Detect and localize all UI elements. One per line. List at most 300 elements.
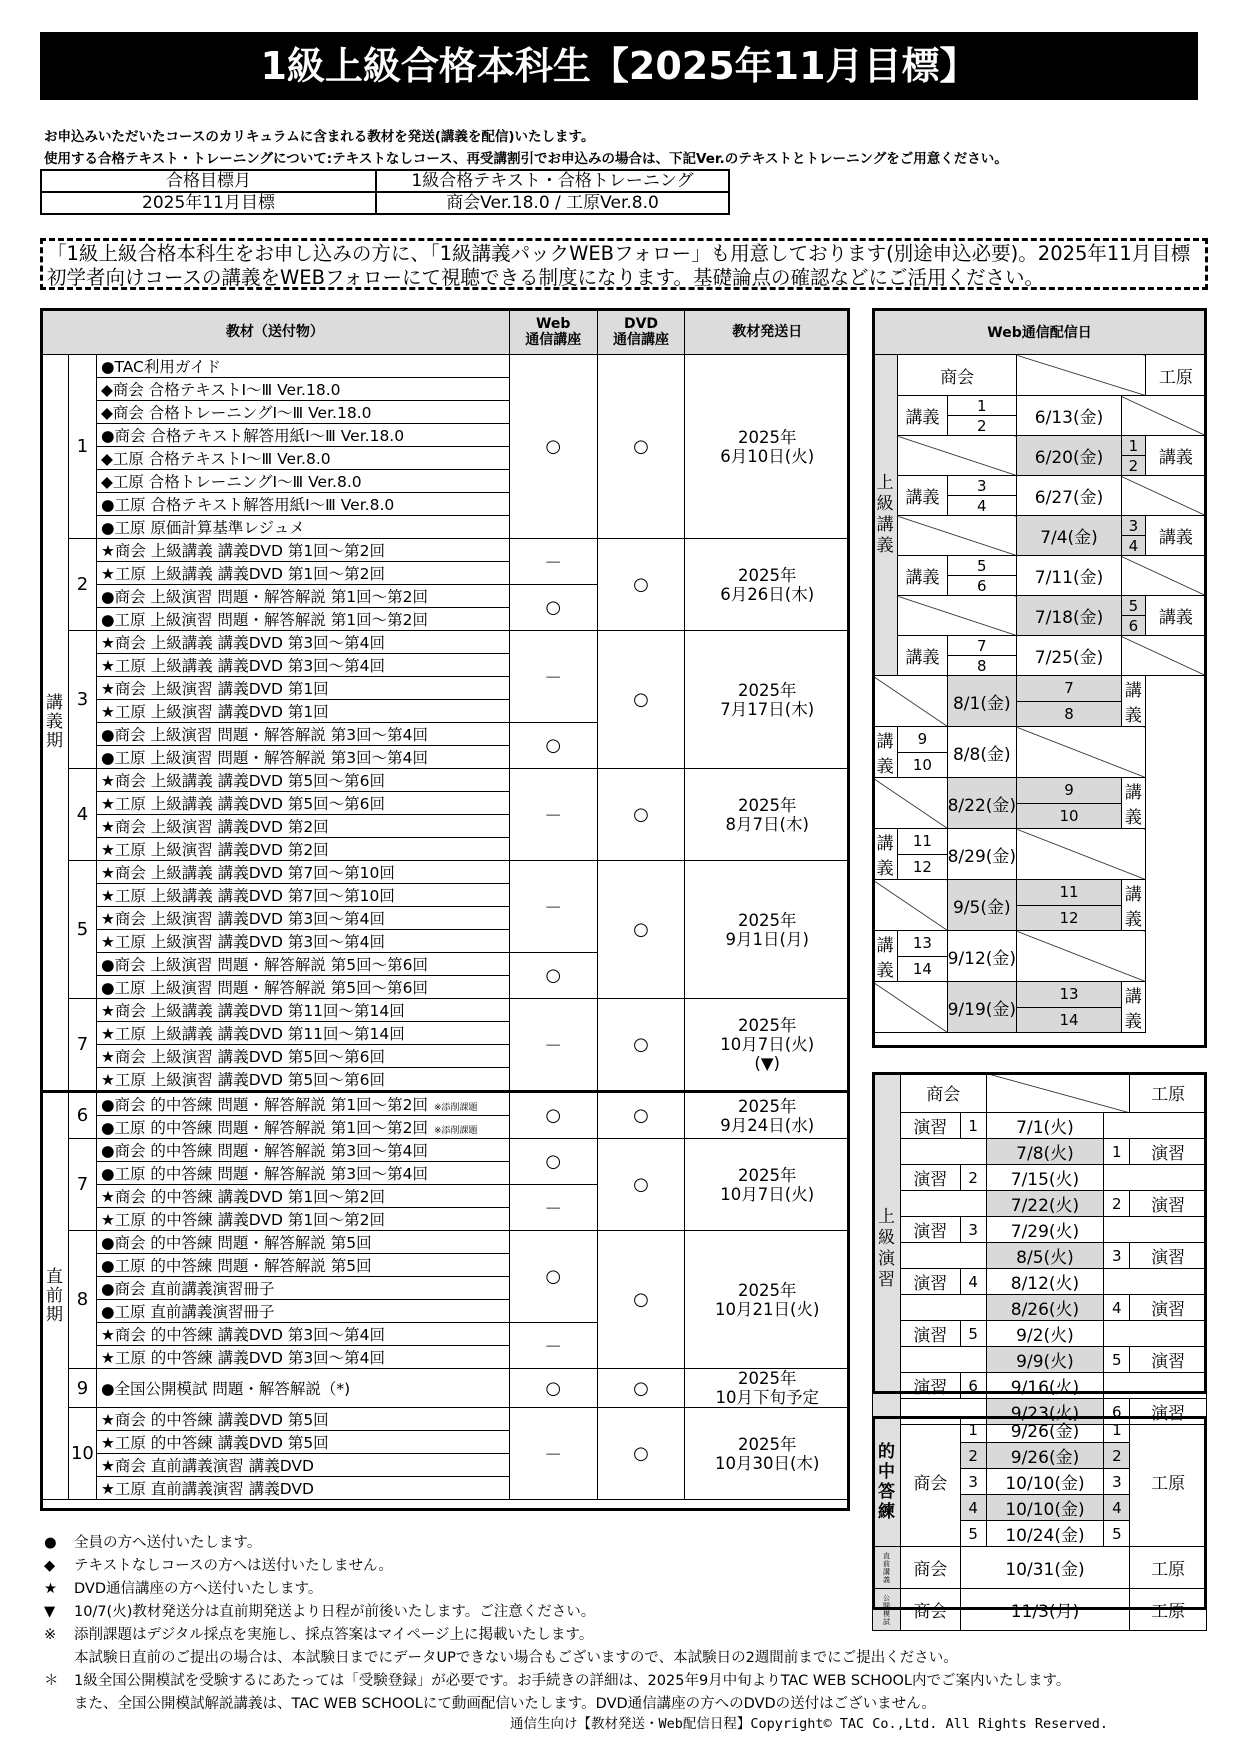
lecture-label: 講義 — [1121, 880, 1145, 931]
material-row — [41, 769, 850, 792]
copyright: 通信生向け【教材発送・Web配信日程】Copyright© TAC Co.,Ltd. All Rights Reserved. — [510, 1716, 1109, 1732]
empty-cell — [900, 1139, 986, 1165]
web-row — [873, 436, 1207, 456]
exercise-date: 7/29(火) — [986, 1217, 1104, 1243]
ex-vlabel: 上 級 演 習 — [873, 1073, 901, 1425]
exercise-num: 6 — [1104, 1399, 1130, 1425]
material-item-label: ★工原 直前講義演習 講義DVD — [100, 1480, 314, 1498]
web-row — [873, 636, 1207, 656]
web-mark: － — [509, 1323, 597, 1369]
web-date: 9/5(金) — [947, 880, 1016, 931]
footnote-text: テキストなしコースの方へは送付いたしません。 — [74, 1558, 393, 1574]
exercise-date: 9/23(火) — [986, 1399, 1104, 1425]
ex-col-kogen: 工原 — [1130, 1073, 1207, 1113]
final-extra-kogen: 工原 — [1130, 1589, 1207, 1631]
lecture-num: 13 — [898, 931, 947, 957]
material-item — [96, 631, 509, 654]
lecture-num: 1 — [947, 396, 1016, 416]
head-web: Web 通信講座 — [509, 309, 597, 355]
shipment-number: 1 — [68, 355, 96, 539]
ex-row — [873, 1165, 1207, 1191]
ship-date: 2025年 8月7日(木) — [685, 769, 850, 861]
footnote-mark: ※ — [44, 1627, 57, 1643]
web-row — [873, 676, 1207, 702]
exercise-label: 演習 — [900, 1269, 960, 1295]
web-date: 9/12(金) — [947, 931, 1016, 982]
web-mark: ○ — [509, 1369, 597, 1408]
material-item — [96, 1185, 509, 1208]
material-item-label: ●工原 合格テキスト解答用紙Ⅰ～Ⅲ Ver.8.0 — [100, 496, 395, 514]
material-item — [96, 723, 509, 746]
ex-row — [873, 1347, 1207, 1373]
material-item-label: ★工原 上級演習 講義DVD 第1回 — [100, 703, 329, 721]
exercise-date: 7/1(火) — [986, 1113, 1104, 1139]
footnote — [44, 1601, 1070, 1624]
footnote-text: 1級全国公開模試を受験するにあたっては「受験登録」が必要です。お手続きの詳細は、2025年9月中旬よりTAC WEB SCHOOL内でご案内いたします。 — [74, 1673, 1071, 1689]
material-item-label: ★商会 的中答練 講義DVD 第5回 — [100, 1411, 329, 1429]
ship-date: 2025年 6月10日(火) — [685, 355, 850, 539]
web-col-kogen: 工原 — [1145, 355, 1206, 396]
empty-cell — [1104, 1217, 1207, 1243]
web-vlabel: 上 級 講 義 — [873, 355, 898, 676]
web-date: 7/4(金) — [1017, 516, 1122, 556]
material-item — [96, 792, 509, 815]
lecture-num: 9 — [898, 727, 947, 753]
target-head-text: 1級合格テキスト・合格トレーニング — [376, 170, 729, 192]
material-item-label: ●工原 的中答練 問題・解答解説 第1回～第2回 — [100, 1119, 428, 1137]
material-item-label: ●TAC利用ガイド — [100, 358, 221, 376]
web-row — [873, 931, 1207, 957]
materials-table — [40, 308, 850, 1500]
final-date: 10/10(金) — [986, 1469, 1104, 1495]
exercise-num: 4 — [1104, 1295, 1130, 1321]
web-mark: ○ — [509, 723, 597, 769]
material-item — [96, 907, 509, 930]
shipment-number: 6 — [68, 1092, 96, 1139]
intro-line-2: 使用する合格テキスト・トレーニングについて:テキストなしコース、再受講割引でお申込みの場合は、下記Ver.のテキストとトレーニングをご用意ください。 — [44, 151, 1008, 167]
material-item — [96, 355, 509, 378]
web-date: 8/1(金) — [947, 676, 1016, 727]
webfollow-notice: 「1級上級合格本科生をお申し込みの方に、「1級講義パックWEBフォロー」も用意しております(別途申込必要)。2025年11月目標初学者向けコースの講義をWEBフォローにて視聴できる制度になります。基礎論点の確認などにご活用ください。 — [40, 238, 1208, 290]
period-label: 直 前 期 — [41, 1092, 69, 1500]
exercise-date: 8/5(火) — [986, 1243, 1104, 1269]
final-date: 10/24(金) — [986, 1521, 1104, 1547]
lecture-label: 講義 — [1145, 516, 1206, 556]
diagonal-cell — [1121, 636, 1206, 676]
web-row — [873, 880, 1207, 906]
material-item-label: ★商会 的中答練 講義DVD 第1回～第2回 — [100, 1188, 386, 1206]
material-item — [96, 677, 509, 700]
lecture-num: 7 — [947, 636, 1016, 656]
material-item-label: ★商会 上級演習 講義DVD 第2回 — [100, 818, 329, 836]
final-shokai: 商会 — [900, 1417, 960, 1547]
ex-row — [873, 1191, 1207, 1217]
ex-row — [873, 1295, 1207, 1321]
exercise-date: 7/8(火) — [986, 1139, 1104, 1165]
exercise-num: 3 — [960, 1217, 986, 1243]
material-item-label: ●商会 的中答練 問題・解答解説 第3回～第4回 — [100, 1142, 428, 1160]
web-row — [873, 596, 1207, 616]
web-lecture-schedule — [872, 308, 1207, 1033]
lecture-num: 11 — [898, 829, 947, 855]
lecture-label: 講義 — [898, 476, 947, 516]
material-item — [96, 447, 509, 470]
material-item-label: ★商会 上級講義 講義DVD 第3回～第4回 — [100, 634, 386, 652]
empty-cell — [1104, 1165, 1207, 1191]
material-item-label: ★工原 上級講義 講義DVD 第3回～第4回 — [100, 657, 386, 675]
material-item — [96, 1208, 509, 1231]
diagonal-cell — [1017, 355, 1146, 396]
empty-cell — [900, 1191, 986, 1217]
diagonal-cell — [898, 596, 1017, 636]
web-mark: ○ — [509, 953, 597, 999]
web-date: 8/22(金) — [947, 778, 1016, 829]
material-item — [96, 1092, 509, 1116]
empty-cell — [1104, 1113, 1207, 1139]
ex-row — [873, 1321, 1207, 1347]
material-item-label: ◆商会 合格トレーニングⅠ～Ⅲ Ver.18.0 — [100, 404, 372, 422]
final-num: 1 — [960, 1417, 986, 1443]
final-num: 5 — [1104, 1521, 1130, 1547]
final-date: 9/26(金) — [986, 1417, 1104, 1443]
lecture-num: 2 — [947, 416, 1016, 436]
material-item — [96, 884, 509, 907]
final-num: 4 — [1104, 1495, 1130, 1521]
target-version: 商会Ver.18.0 / 工原Ver.8.0 — [376, 192, 729, 214]
material-item-label: ◆工原 合格トレーニングⅠ～Ⅲ Ver.8.0 — [100, 473, 362, 491]
material-item-label: ◆工原 合格テキストⅠ～Ⅲ Ver.8.0 — [100, 450, 331, 468]
material-item-label: ◆商会 合格テキストⅠ～Ⅲ Ver.18.0 — [100, 381, 341, 399]
exercise-schedule — [872, 1072, 1207, 1425]
footnote-mark: ★ — [44, 1581, 57, 1597]
web-date: 7/11(金) — [1017, 556, 1122, 596]
diagonal-cell — [1017, 829, 1146, 880]
lecture-num: 10 — [898, 752, 947, 778]
web-date: 7/25(金) — [1017, 636, 1122, 676]
final-num: 3 — [960, 1469, 986, 1495]
diagonal-cell — [1121, 476, 1206, 516]
shipment-number: 8 — [68, 1231, 96, 1369]
ex-col-shokai: 商会 — [900, 1073, 986, 1113]
lecture-num: 4 — [947, 496, 1016, 516]
material-item-label: ●商会 上級演習 問題・解答解説 第5回～第6回 — [100, 956, 428, 974]
final-num: 4 — [960, 1495, 986, 1521]
material-item — [96, 1231, 509, 1254]
material-item — [96, 1431, 509, 1454]
ship-date: 2025年 9月24日(水) — [685, 1092, 850, 1139]
web-row — [873, 476, 1207, 496]
empty-cell — [1104, 1321, 1207, 1347]
dvd-mark: ○ — [597, 1231, 685, 1369]
head-materials: 教材（送付物） — [41, 309, 510, 355]
exercise-label: 演習 — [900, 1113, 960, 1139]
ship-date: 2025年 10月30日(木) — [685, 1408, 850, 1500]
web-col-shokai: 商会 — [898, 355, 1017, 396]
empty-cell — [1104, 1269, 1207, 1295]
diagonal-cell — [898, 516, 1017, 556]
dvd-mark: ○ — [597, 631, 685, 769]
lecture-label: 講義 — [898, 636, 947, 676]
web-mark: ○ — [509, 1092, 597, 1139]
material-item-label: ★商会 上級演習 講義DVD 第5回～第6回 — [100, 1048, 386, 1066]
web-row — [873, 778, 1207, 804]
final-num: 1 — [1104, 1417, 1130, 1443]
lecture-num: 8 — [947, 656, 1016, 676]
material-row — [41, 1139, 850, 1162]
final-extra-date: 10/31(金) — [960, 1547, 1130, 1589]
material-item — [96, 1277, 509, 1300]
dvd-mark: ○ — [597, 999, 685, 1092]
exercise-date: 7/15(火) — [986, 1165, 1104, 1191]
material-item — [96, 769, 509, 792]
exercise-date: 9/9(火) — [986, 1347, 1104, 1373]
final-extra-shokai: 商会 — [900, 1547, 960, 1589]
exercise-date: 9/16(火) — [986, 1373, 1104, 1399]
material-item-label: ★工原 的中答練 講義DVD 第3回～第4回 — [100, 1349, 386, 1367]
exercise-num: 5 — [960, 1321, 986, 1347]
material-item — [96, 815, 509, 838]
material-item-label: ★商会 上級演習 講義DVD 第1回 — [100, 680, 329, 698]
material-item-label: ★工原 上級演習 講義DVD 第5回～第6回 — [100, 1071, 386, 1089]
final-date: 9/26(金) — [986, 1443, 1104, 1469]
lecture-label: 講義 — [1121, 676, 1145, 727]
ship-date: 2025年 10月7日(火) — [685, 1139, 850, 1231]
dvd-mark: ○ — [597, 769, 685, 861]
lecture-label: 講義 — [1145, 596, 1206, 636]
material-item — [96, 1162, 509, 1185]
material-item-label: ★工原 上級講義 講義DVD 第11回～第14回 — [100, 1025, 405, 1043]
ship-date: 2025年 10月21日(火) — [685, 1231, 850, 1369]
material-item-label: ★商会 的中答練 講義DVD 第3回～第4回 — [100, 1326, 386, 1344]
final-date: 10/10(金) — [986, 1495, 1104, 1521]
web-mark: － — [509, 539, 597, 585]
shipment-number: 9 — [68, 1369, 96, 1408]
material-item — [96, 1300, 509, 1323]
lecture-num: 7 — [1017, 676, 1122, 702]
material-item-label: ★工原 上級講義 講義DVD 第1回～第2回 — [100, 565, 386, 583]
exercise-label: 演習 — [900, 1321, 960, 1347]
footnote-text: また、全国公開模試解説講義は、TAC WEB SCHOOLにて動画配信いたします。DVD通信講座の方へのDVDの送付はございません。 — [74, 1696, 937, 1712]
material-item-label: ★商会 直前講義演習 講義DVD — [100, 1457, 314, 1475]
material-item — [96, 516, 509, 539]
material-item-label: ●全国公開模試 問題・解答解説（*) — [100, 1380, 351, 1398]
shipment-number: 5 — [68, 861, 96, 999]
final-row — [873, 1417, 1207, 1443]
head-dvd: DVD 通信講座 — [597, 309, 685, 355]
ex-row — [873, 1243, 1207, 1269]
exercise-label: 演習 — [900, 1165, 960, 1191]
web-col-head-row — [873, 355, 1207, 396]
web-date: 9/19(金) — [947, 982, 1016, 1033]
web-mark: ○ — [509, 1231, 597, 1323]
exercise-label: 演習 — [1130, 1347, 1207, 1373]
material-item-label: ●商会 直前講義演習冊子 — [100, 1280, 275, 1298]
dvd-mark: ○ — [597, 1408, 685, 1500]
material-item-label: ●工原 上級演習 問題・解答解説 第1回～第2回 — [100, 611, 428, 629]
material-item — [96, 562, 509, 585]
footnote-mark: ◆ — [44, 1558, 56, 1574]
shipment-number: 4 — [68, 769, 96, 861]
material-item-label: ★工原 的中答練 講義DVD 第1回～第2回 — [100, 1211, 386, 1229]
material-row — [41, 1092, 850, 1116]
ship-date: 2025年 9月1日(月) — [685, 861, 850, 999]
material-item-label: ★商会 上級講義 講義DVD 第5回～第6回 — [100, 772, 386, 790]
material-row — [41, 1231, 850, 1254]
lecture-num: 14 — [898, 956, 947, 982]
final-extra-date: 11/3(月) — [960, 1589, 1130, 1631]
lecture-num: 6 — [947, 576, 1016, 596]
lecture-num: 3 — [1121, 516, 1145, 536]
footnote-text: 本試験日直前のご提出の場合は、本試験日までにデータUPできない場合もございますので、本試験日の2週間前までにご提出ください。 — [74, 1650, 958, 1666]
material-item — [96, 424, 509, 447]
lecture-label: 講義 — [873, 829, 898, 880]
lecture-num: 8 — [1017, 701, 1122, 727]
diagonal-cell — [873, 778, 948, 829]
dvd-mark: ○ — [597, 861, 685, 999]
material-item-label: ★商会 上級講義 講義DVD 第11回～第14回 — [100, 1002, 405, 1020]
material-item — [96, 1454, 509, 1477]
web-date: 8/29(金) — [947, 829, 1016, 880]
shipment-number: 2 — [68, 539, 96, 631]
head-ship: 教材発送日 — [685, 309, 850, 355]
exercise-date: 7/22(火) — [986, 1191, 1104, 1217]
target-month: 2025年11月目標 — [41, 192, 376, 214]
dvd-mark: ○ — [597, 1369, 685, 1408]
material-item-label: ★商会 上級講義 講義DVD 第1回～第2回 — [100, 542, 386, 560]
diagonal-cell — [873, 982, 948, 1033]
final-extra-vlabel: 公 開 模 試 — [873, 1589, 901, 1631]
lecture-num: 13 — [1017, 982, 1122, 1008]
material-item — [96, 976, 509, 999]
lecture-label: 講義 — [1121, 778, 1145, 829]
web-mark: － — [509, 769, 597, 861]
material-row — [41, 539, 850, 562]
material-item — [96, 401, 509, 424]
material-item — [96, 493, 509, 516]
final-vlabel: 的 中 答 練 — [873, 1417, 901, 1547]
empty-cell — [1104, 1373, 1207, 1399]
diagonal-cell — [1121, 556, 1206, 596]
footnote-mark — [44, 1693, 74, 1716]
lecture-num: 5 — [947, 556, 1016, 576]
material-item — [96, 1116, 509, 1139]
exercise-num: 2 — [1104, 1191, 1130, 1217]
footnote — [44, 1624, 1070, 1647]
final-kogen: 工原 — [1130, 1417, 1207, 1547]
material-item — [96, 470, 509, 493]
material-item-label: ●工原 的中答練 問題・解答解説 第5回 — [100, 1257, 372, 1275]
material-item — [96, 1254, 509, 1277]
exercise-label: 演習 — [1130, 1243, 1207, 1269]
lecture-num: 14 — [1017, 1007, 1122, 1033]
material-item — [96, 1139, 509, 1162]
intro-line-1: お申込みいただいたコースのカリキュラムに含まれる教材を発送(講義を配信)いたします。 — [44, 129, 595, 145]
lecture-num: 6 — [1121, 616, 1145, 636]
footnote-text: 10/7(火)教材発送分は直前期発送より日程が前後いたします。ご注意ください。 — [74, 1604, 596, 1620]
footnote-text: 添削課題はデジタル採点を実施し、採点答案はマイページ上に掲載いたします。 — [74, 1627, 594, 1643]
material-item — [96, 930, 509, 953]
lecture-label: 講義 — [1145, 436, 1206, 476]
material-item-label: ★工原 上級講義 講義DVD 第7回～第10回 — [100, 887, 395, 905]
material-item — [96, 1068, 509, 1092]
lecture-label: 講義 — [898, 396, 947, 436]
material-item-label: ●工原 直前講義演習冊子 — [100, 1303, 275, 1321]
correction-note: ※添削課題 — [433, 1126, 478, 1136]
web-mark: － — [509, 1408, 597, 1500]
dvd-mark: ○ — [597, 355, 685, 539]
web-date: 7/18(金) — [1017, 596, 1122, 636]
material-item-label: ★商会 上級演習 講義DVD 第3回～第4回 — [100, 910, 386, 928]
material-item-label: ★商会 上級講義 講義DVD 第7回～第10回 — [100, 864, 395, 882]
footnote — [44, 1578, 1070, 1601]
material-item — [96, 1022, 509, 1045]
material-item — [96, 1323, 509, 1346]
exercise-num: 1 — [1104, 1139, 1130, 1165]
material-item-label: ★工原 上級講義 講義DVD 第5回～第6回 — [100, 795, 386, 813]
material-item-label: ●工原 上級演習 問題・解答解説 第3回～第4回 — [100, 749, 428, 767]
diagonal-cell — [1017, 727, 1146, 778]
final-num: 5 — [960, 1521, 986, 1547]
material-row — [41, 1369, 850, 1408]
material-item — [96, 1346, 509, 1369]
material-item — [96, 1369, 509, 1408]
material-row — [41, 631, 850, 654]
material-item-label: ●商会 的中答練 問題・解答解説 第5回 — [100, 1234, 372, 1252]
shipment-number: 7 — [68, 999, 96, 1092]
material-item-label: ★工原 上級演習 講義DVD 第3回～第4回 — [100, 933, 386, 951]
material-item — [96, 1045, 509, 1068]
ex-row — [873, 1217, 1207, 1243]
exercise-label: 演習 — [1130, 1399, 1207, 1425]
ex-row — [873, 1373, 1207, 1399]
footnote-mark: ＊ — [44, 1673, 59, 1689]
lecture-label: 講義 — [898, 556, 947, 596]
lecture-num: 5 — [1121, 596, 1145, 616]
material-item — [96, 861, 509, 884]
material-item — [96, 654, 509, 677]
lecture-label: 講義 — [1121, 982, 1145, 1033]
footnote-mark: ● — [44, 1535, 57, 1551]
lecture-num: 12 — [1017, 905, 1122, 931]
final-extra-vlabel: 直 前 講 義 — [873, 1547, 901, 1589]
ship-date: 2025年 7月17日(木) — [685, 631, 850, 769]
web-date: 6/20(金) — [1017, 436, 1122, 476]
final-extra-shokai: 商会 — [900, 1589, 960, 1631]
material-row — [41, 1408, 850, 1431]
exercise-label: 演習 — [1130, 1191, 1207, 1217]
ship-date: 2025年 6月26日(木) — [685, 539, 850, 631]
lecture-num: 2 — [1121, 456, 1145, 476]
web-row — [873, 829, 1207, 855]
dvd-mark: ○ — [597, 539, 685, 631]
empty-cell — [900, 1295, 986, 1321]
lecture-label: 講義 — [873, 727, 898, 778]
page-title: 1級上級合格本科生【2025年11月目標】 — [40, 32, 1198, 100]
diagonal-cell — [873, 880, 948, 931]
material-item — [96, 953, 509, 976]
web-mark: － — [509, 999, 597, 1092]
web-mark: ○ — [509, 1139, 597, 1185]
empty-cell — [900, 1347, 986, 1373]
period-label: 講 義 期 — [41, 355, 69, 1092]
target-head-month: 合格目標月 — [41, 170, 376, 192]
shipment-number: 10 — [68, 1408, 96, 1500]
material-item — [96, 746, 509, 769]
material-item-label: ●工原 原価計算基準レジュメ — [100, 519, 305, 537]
exercise-label: 演習 — [900, 1373, 960, 1399]
diagonal-cell — [898, 436, 1017, 476]
exercise-label: 演習 — [900, 1217, 960, 1243]
